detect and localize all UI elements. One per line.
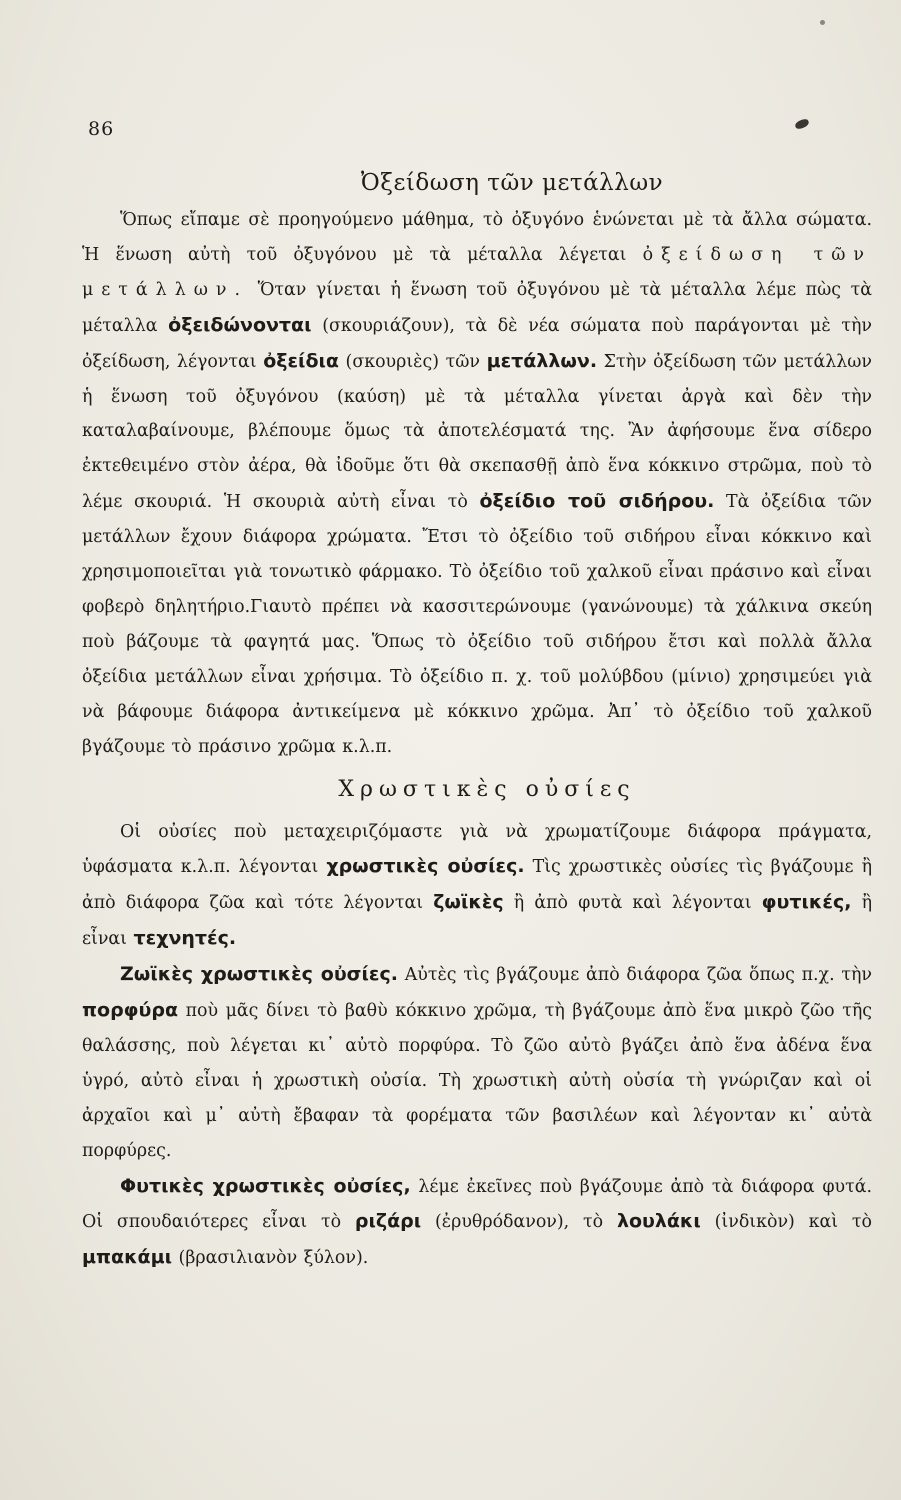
paragraph-oxidation (82, 203, 872, 765)
text-run: λέμε ἐκεῖνες ποὺ βγάζουμε ἀπὸ τὰ διάφορα φυτά. Οἱ σπουδαιότερες εἶναι τὸ (82, 1176, 872, 1233)
para-runs (82, 822, 872, 950)
text-run: ἢ ἀπὸ φυτὰ καὶ λέγονται (503, 893, 762, 914)
text-block (82, 163, 872, 1276)
page-number: 86 (88, 118, 115, 140)
ink-speck (820, 20, 825, 25)
text-run: Ὅταν γίνεται ἡ ἕνωση τοῦ ὀξυγόνου μὲ τὰ μέταλλα λέμε πὼς τὰ μέταλλα (82, 279, 872, 336)
paragraph-plant-dyes (82, 1169, 872, 1277)
bold-term: ὀξειδώνονται (168, 313, 312, 336)
text-run: (σκουριάζουν), τὰ δὲ νέα σώματα ποὺ παράγονται μὲ τὴν ὀξείδωση, λέγονται (82, 315, 872, 372)
text-run: Στὴν ὀξείδωση τῶν μετάλλων ἡ ἕνωση τοῦ ὀξυγόνου (καύση) μὲ τὰ μέταλλα γίνεται ἀργὰ καὶ δὲν τὴν καταλαβαίνουμε, βλέπουμε ὅμως τὰ ἀποτελέσματά της. Ἂν ἀφήσουμε ἕνα σίδερο ἐκτεθειμένο στὸν ἀέρα, θὰ ἰδοῦμε ὅτι θὰ σκεπασθῇ ἀπὸ ἕνα κόκκινο στρῶμα, ποὺ τὸ λέμε σκουριά. Ἡ σκουριὰ αὐτὴ εἶναι τὸ (82, 351, 872, 513)
text-run: ἢ εἶναι (82, 893, 872, 950)
bold-term: ζωϊκὲς (433, 891, 504, 914)
text-run: Αὐτὲς τὶς βγάζουμε ἀπὸ διάφορα ζῶα ὅπως π.χ. τὴν (397, 965, 872, 986)
text-run: (σκουριὲς) τῶν (338, 351, 487, 372)
ink-blot (794, 118, 810, 130)
text-run: (βρασιλιανὸν ξύλον). (172, 1248, 369, 1269)
bold-term: τεχνητές. (133, 927, 237, 950)
text-run: Τὶς χρωστικὲς οὐσίες τὶς βγάζουμε ἢ ἀπὸ διάφορα ζῶα καὶ τότε λέγονται (82, 857, 872, 914)
bold-term: χρωστικὲς οὐσίες. (326, 855, 525, 878)
paragraph-animal-dyes (82, 957, 872, 1168)
bold-term: φυτικές, (761, 891, 852, 914)
para-runs (82, 1174, 872, 1269)
bold-term: Φυτικὲς χρωστικὲς οὐσίες, (120, 1174, 411, 1197)
text-run: Τὰ ὀξείδια τῶν μετάλλων ἔχουν διάφορα χρώματα. Ἔτσι τὸ ὀξείδιο τοῦ σιδήρου εἶναι κόκκινο καὶ χρησιμοποιεῖται γιὰ τονωτικὸ φάρμακο. Τὸ ὀξείδιο τοῦ χαλκοῦ εἶναι πράσινο καὶ εἶναι φοβερὸ δηλητήριο.Γιαυτὸ πρέπει νὰ κασσιτερώνουμε (γανώνουμε) τὰ χάλκινα σκεύη ποὺ βάζουμε τὰ φαγητά μας. Ὅπως τὸ ὀξείδιο τοῦ σιδήρου ἔτσι καὶ πολλὰ ἄλλα ὀξείδια μετάλλων εἶναι χρήσιμα. Τὸ ὀξείδιο π. χ. τοῦ μολύβδου (μίνιο) χρησιμεύει γιὰ νὰ βάφουμε διάφορα ἀντικείμενα μὲ κόκκινο χρῶμα. Ἀπ᾿ τὸ ὀξείδιο τοῦ χαλκοῦ βγάζουμε τὸ πράσινο χρῶμα κ.λ.π. (82, 492, 872, 757)
spaced-term: ὀξείδωση τῶν μετάλλων. (82, 244, 872, 300)
bold-term: Ζωϊκὲς χρωστικὲς οὐσίες. (120, 963, 398, 986)
text-run: ποὺ μᾶς δίνει τὸ βαθὺ κόκκινο χρῶμα, τὴ βγάζουμε ἀπὸ ἕνα μικρὸ ζῶο τῆς θαλάσσης, ποὺ λέγεται κι᾿ αὐτὸ πορφύρα. Τὸ ζῶο αὐτὸ βγάζει ἀπὸ ἕνα ἀδένα ἕνα ὑγρό, αὐτὸ εἶναι ἡ χρωστικὴ οὐσία. Τὴ χρωστικὴ αὐτὴ οὐσία τὴ γνώριζαν καὶ οἱ ἀρχαῖοι καὶ μ᾿ αὐτὴ ἔβαφαν τὰ φορέματα τῶν βασιλέων καὶ λέγονταν κι᾿ αὐτὰ πορφύρες. (82, 1001, 872, 1161)
bold-term: ριζάρι (354, 1210, 422, 1233)
section-heading-dyes: Χρωστικὲς οὐσίες (338, 776, 636, 802)
text-run: Ὅπως εἴπαμε σὲ προηγούμενο μάθημα, τὸ ὀξυγόνο ἑνώνεται μὲ τὰ ἄλλα σώματα. Ἡ ἕνωση αὐτὴ τοῦ ὀξυγόνου μὲ τὰ μέταλλα λέγεται (82, 210, 872, 265)
section-heading-oxidation: Ὀξείδωση τῶν μετάλλων (360, 170, 664, 196)
paragraph-dyes-intro (82, 815, 872, 958)
bold-term: πορφύρα (82, 999, 179, 1022)
bold-term: μπακάμι (82, 1246, 172, 1269)
text-run: Οἱ οὐσίες ποὺ μεταχειριζόμαστε γιὰ νὰ χρωματίζουμε διάφορα πράγματα, ὑφάσματα κ.λ.π. λέγονται (82, 821, 872, 878)
bold-term: ὀξείδια (263, 349, 339, 372)
para-runs (82, 965, 872, 1161)
text-run: (ἐρυθρόδανον), τὸ (421, 1212, 617, 1233)
bold-term: ὀξείδιο τοῦ σιδήρου. (479, 490, 715, 513)
para-runs (82, 210, 872, 757)
bold-term: λουλάκι (616, 1210, 701, 1233)
text-run: (ἰνδικὸν) καὶ τὸ (700, 1212, 872, 1233)
bold-term: μετάλλων. (486, 349, 598, 372)
